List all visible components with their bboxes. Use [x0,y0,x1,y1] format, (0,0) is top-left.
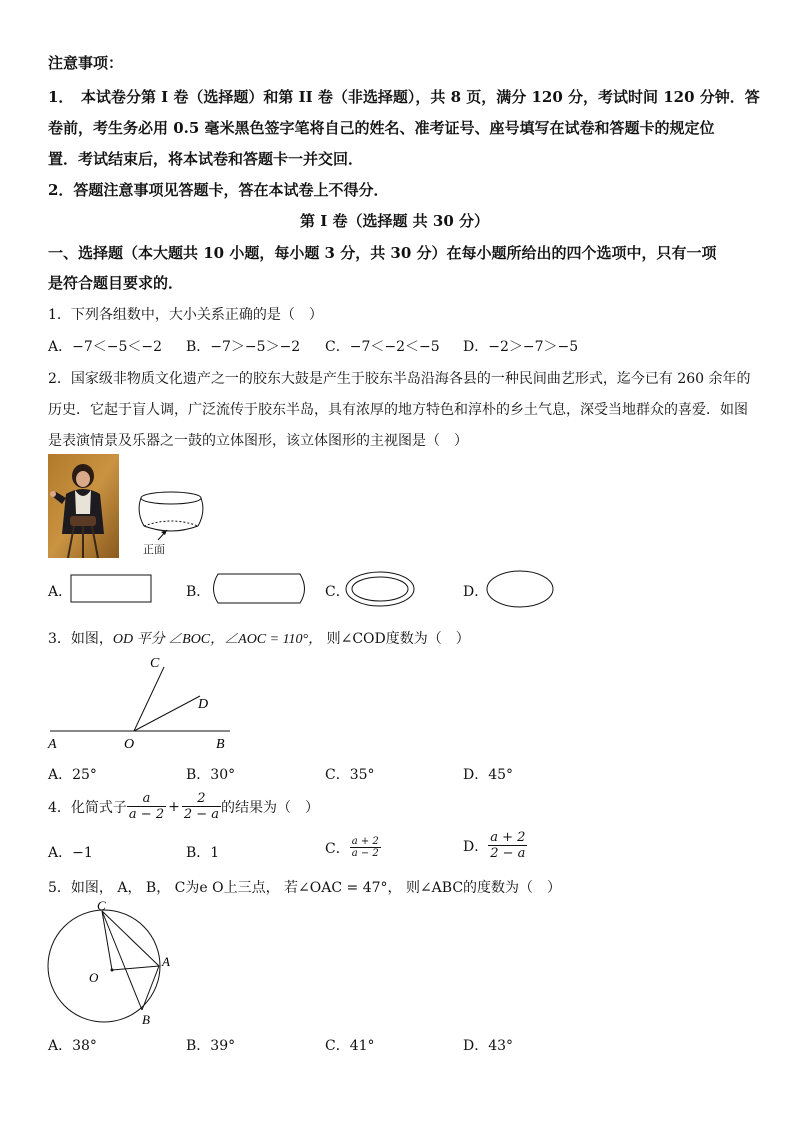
q2-option-c-letter: C． [325,584,350,600]
q5-option-d: D．43° [463,1038,514,1054]
point-o-label: O [89,970,99,985]
q4-fraction-2-numerator: 2 [182,791,221,807]
q4-fraction-1-numerator: a [127,791,166,807]
q1-option-c: C．−7＜−2＜−5 [325,339,440,355]
q4-option-d-fraction [488,830,527,861]
q4-option-c-letter: C． [325,840,350,857]
q4-fraction-2 [182,791,221,822]
q5-option-a: A．38° [48,1038,97,1054]
q4-option-c [325,836,381,859]
notice-item-1-line-1: 1． 本试卷分第 I 卷（选择题）和第 II 卷（非选择题），共 8 页，满分 120 分，考试时间 120 分钟．答 [48,88,760,106]
option-a-rectangle [70,574,154,604]
q4-option-c-fraction [350,836,381,859]
notice-item-2: 2．答题注意事项见答题卡，答在本试卷上不得分． [48,181,389,199]
q4-fraction-1-denominator: a − 2 [128,807,165,822]
q2-option-b-letter: B． [186,584,211,600]
point-d-label: D [198,697,209,712]
q4-option-d [463,830,527,861]
q5-option-b: B．39° [186,1038,236,1054]
q3-option-b: B．30° [186,767,236,783]
q4-option-a: A．−1 [48,845,93,861]
q4-option-d-letter: D． [463,838,489,855]
front-label: 正面 [143,543,165,556]
q2-option-a-letter: A． [48,584,73,600]
q3-option-d: D．45° [463,767,514,783]
q1-stem: 1．下列各组数中，大小关系正确的是（ ） [48,307,323,323]
q1-option-a: A．−7＜−5＜−2 [48,339,163,355]
point-a-label: A [48,737,57,752]
q3-option-c: C．35° [325,767,375,783]
section-title: 第 I 卷（选择题 共 30 分） [300,212,490,230]
q3-stem [48,628,470,648]
point-a-label: A [162,954,170,969]
point-c-label: C [150,656,160,671]
q3-stem-prefix: 3．如图， [48,631,113,647]
q4-fraction-1 [127,791,166,822]
q4-option-d-denominator: 2 − a [490,846,526,861]
q2-stem-line-2: 历史．它起于盲人调，广泛流传于胶东半岛，具有浓厚的地方特色和淳朴的乡土气息，深受当地群众的喜爱．如图 [48,402,748,418]
option-c-double-ellipse [344,570,416,610]
point-b-label: B [142,1012,150,1026]
notice-item-1-line-2: 卷前，考生务必用 0.5 毫米黑色签字笔将自己的姓名、准考证号、座号填写在试卷和答题卡的规定位 [48,119,715,137]
q4-option-d-numerator: a + 2 [490,830,526,845]
angle-figure [44,652,240,752]
notice-title: 注意事项： [48,54,124,72]
q4-option-b: B．1 [186,845,220,861]
q5-stem: 5．如图， A， B， C为e O上三点， 若∠OAC = 47°， 则∠ABC的度数为（ ） [48,880,562,896]
q4-stem [48,791,319,822]
section-instruction-line-1: 一、选择题（本大题共 10 小题，每小题 3 分，共 30 分）在每小题所给出的四个选项中，只有一项 [48,244,717,262]
performance-photo [48,454,119,558]
q1-option-b: B．−7＞−5＞−2 [186,339,301,355]
q5-option-c: C．41° [325,1038,375,1054]
point-c-label: C [97,898,106,913]
q4-option-c-numerator: a + 2 [351,836,379,847]
q2-stem-line-3: 是表演情景及乐器之一鼓的立体图形，该立体图形的主视图是（ ） [48,433,468,449]
circle-figure [44,898,184,1026]
q3-option-a: A．25° [48,767,97,783]
option-b-rounded-shape [208,573,310,605]
q1-option-d: D．−2＞−7＞−5 [463,339,579,355]
q2-option-d-letter: D． [463,584,489,600]
q4-stem-suffix: 的结果为（ ） [221,799,320,816]
section-instruction-line-2: 是符合题目要求的． [48,274,184,292]
q4-plus: + [168,798,180,815]
q4-stem-prefix: 4．化简式子 [48,799,127,816]
q3-stem-math: OD 平分 ∠BOC，∠AOC = 110°， [112,632,323,647]
point-b-label: B [216,737,225,752]
q4-option-c-denominator: a − 2 [351,848,379,859]
q3-stem-suffix: 则∠COD度数为（ ） [322,631,470,647]
q2-stem-line-1: 2．国家级非物质文化遗产之一的胶东大鼓是产生于胶东半岛沿海各县的一种民间曲艺形式，迄今已有 260 余年的 [48,371,751,387]
point-o-label: O [124,737,135,752]
q4-fraction-2-denominator: 2 − a [183,807,220,822]
option-d-ellipse [484,570,556,610]
notice-item-1-line-3: 置．考试结束后，将本试卷和答题卡一并交回． [48,150,364,168]
